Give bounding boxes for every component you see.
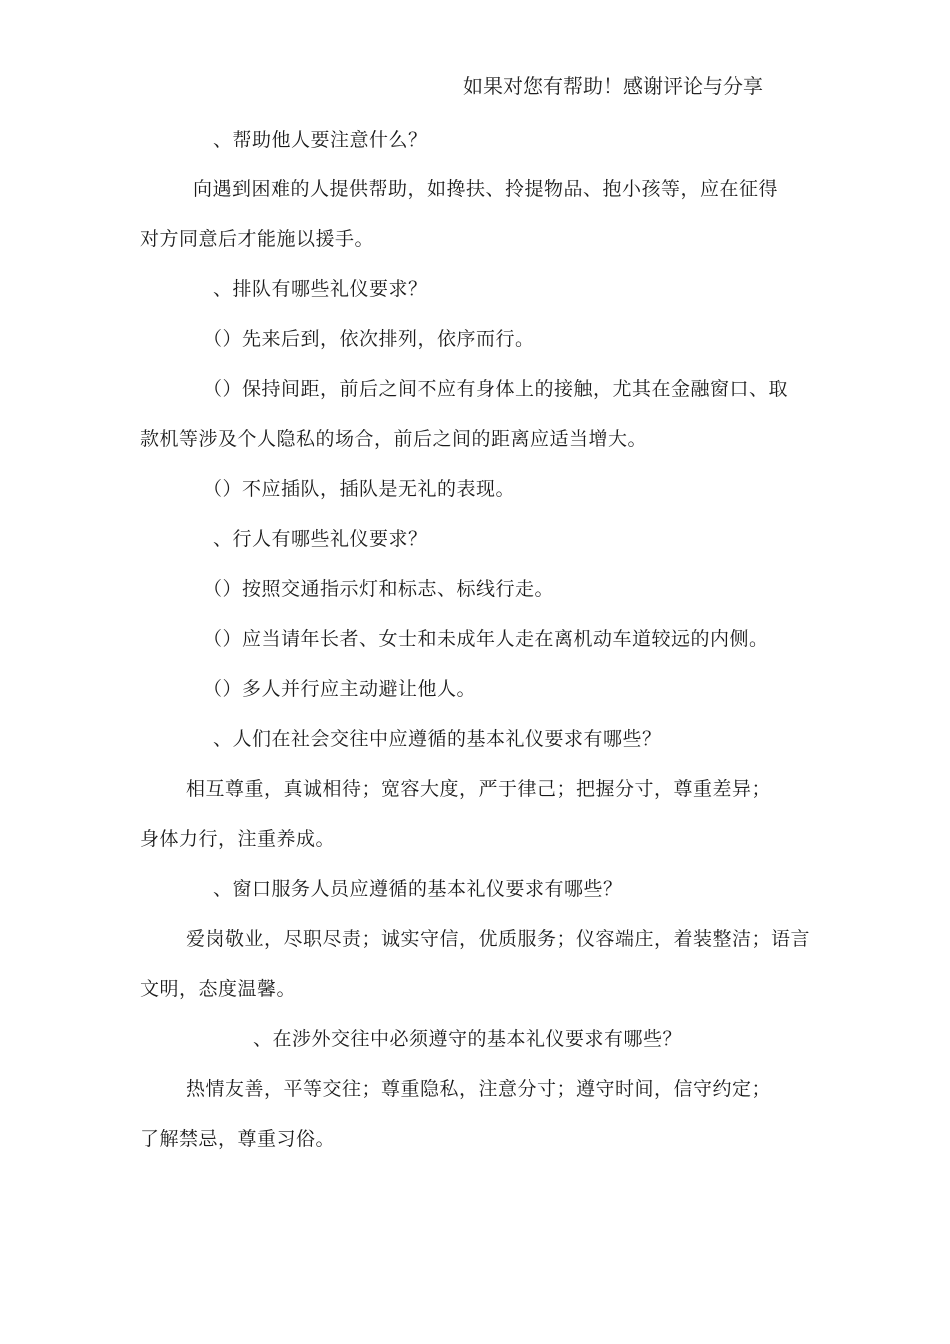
question-heading: 、人们在社会交往中应遵循的基本礼仪要求有哪些？ — [213, 728, 662, 750]
header-note: 如果对您有帮助！感谢评论与分享 — [463, 74, 763, 98]
answer-text: 相互尊重，真诚相待；宽容大度，严于律己；把握分寸，尊重差异； — [186, 778, 772, 800]
list-item: （）保持间距，前后之间不应有身体上的接触，尤其在金融窗口、取 — [203, 378, 789, 400]
answer-text: 身体力行，注重养成。 — [140, 828, 336, 850]
list-item: （）按照交通指示灯和标志、标线行走。 — [203, 578, 555, 600]
answer-text: 对方同意后才能施以援手。 — [140, 228, 375, 250]
question-heading: 、窗口服务人员应遵循的基本礼仪要求有哪些？ — [213, 878, 623, 900]
question-heading: 、行人有哪些礼仪要求？ — [213, 528, 428, 550]
answer-text: 热情友善，平等交往；尊重隐私，注意分寸；遵守时间，信守约定； — [186, 1078, 772, 1100]
list-item: （）多人并行应主动避让他人。 — [203, 678, 477, 700]
answer-text: 文明，态度温馨。 — [140, 978, 297, 1000]
answer-text: 爱岗敬业，尽职尽责；诚实守信，优质服务；仪容端庄，着装整洁；语言 — [186, 928, 811, 950]
list-item: （）应当请年长者、女士和未成年人走在离机动车道较远的内侧。 — [203, 628, 769, 650]
list-item: （）不应插队，插队是无礼的表现。 — [203, 478, 516, 500]
list-item-continuation: 款机等涉及个人隐私的场合，前后之间的距离应适当增大。 — [140, 428, 648, 450]
question-heading: 、帮助他人要注意什么？ — [213, 129, 428, 151]
question-heading: 、排队有哪些礼仪要求？ — [213, 278, 428, 300]
answer-text: 向遇到困难的人提供帮助，如搀扶、拎提物品、抱小孩等，应在征得 — [193, 178, 779, 200]
question-heading: 、在涉外交往中必须遵守的基本礼仪要求有哪些？ — [253, 1028, 683, 1050]
list-item: （）先来后到，依次排列，依序而行。 — [203, 328, 535, 350]
answer-text: 了解禁忌，尊重习俗。 — [140, 1128, 336, 1150]
